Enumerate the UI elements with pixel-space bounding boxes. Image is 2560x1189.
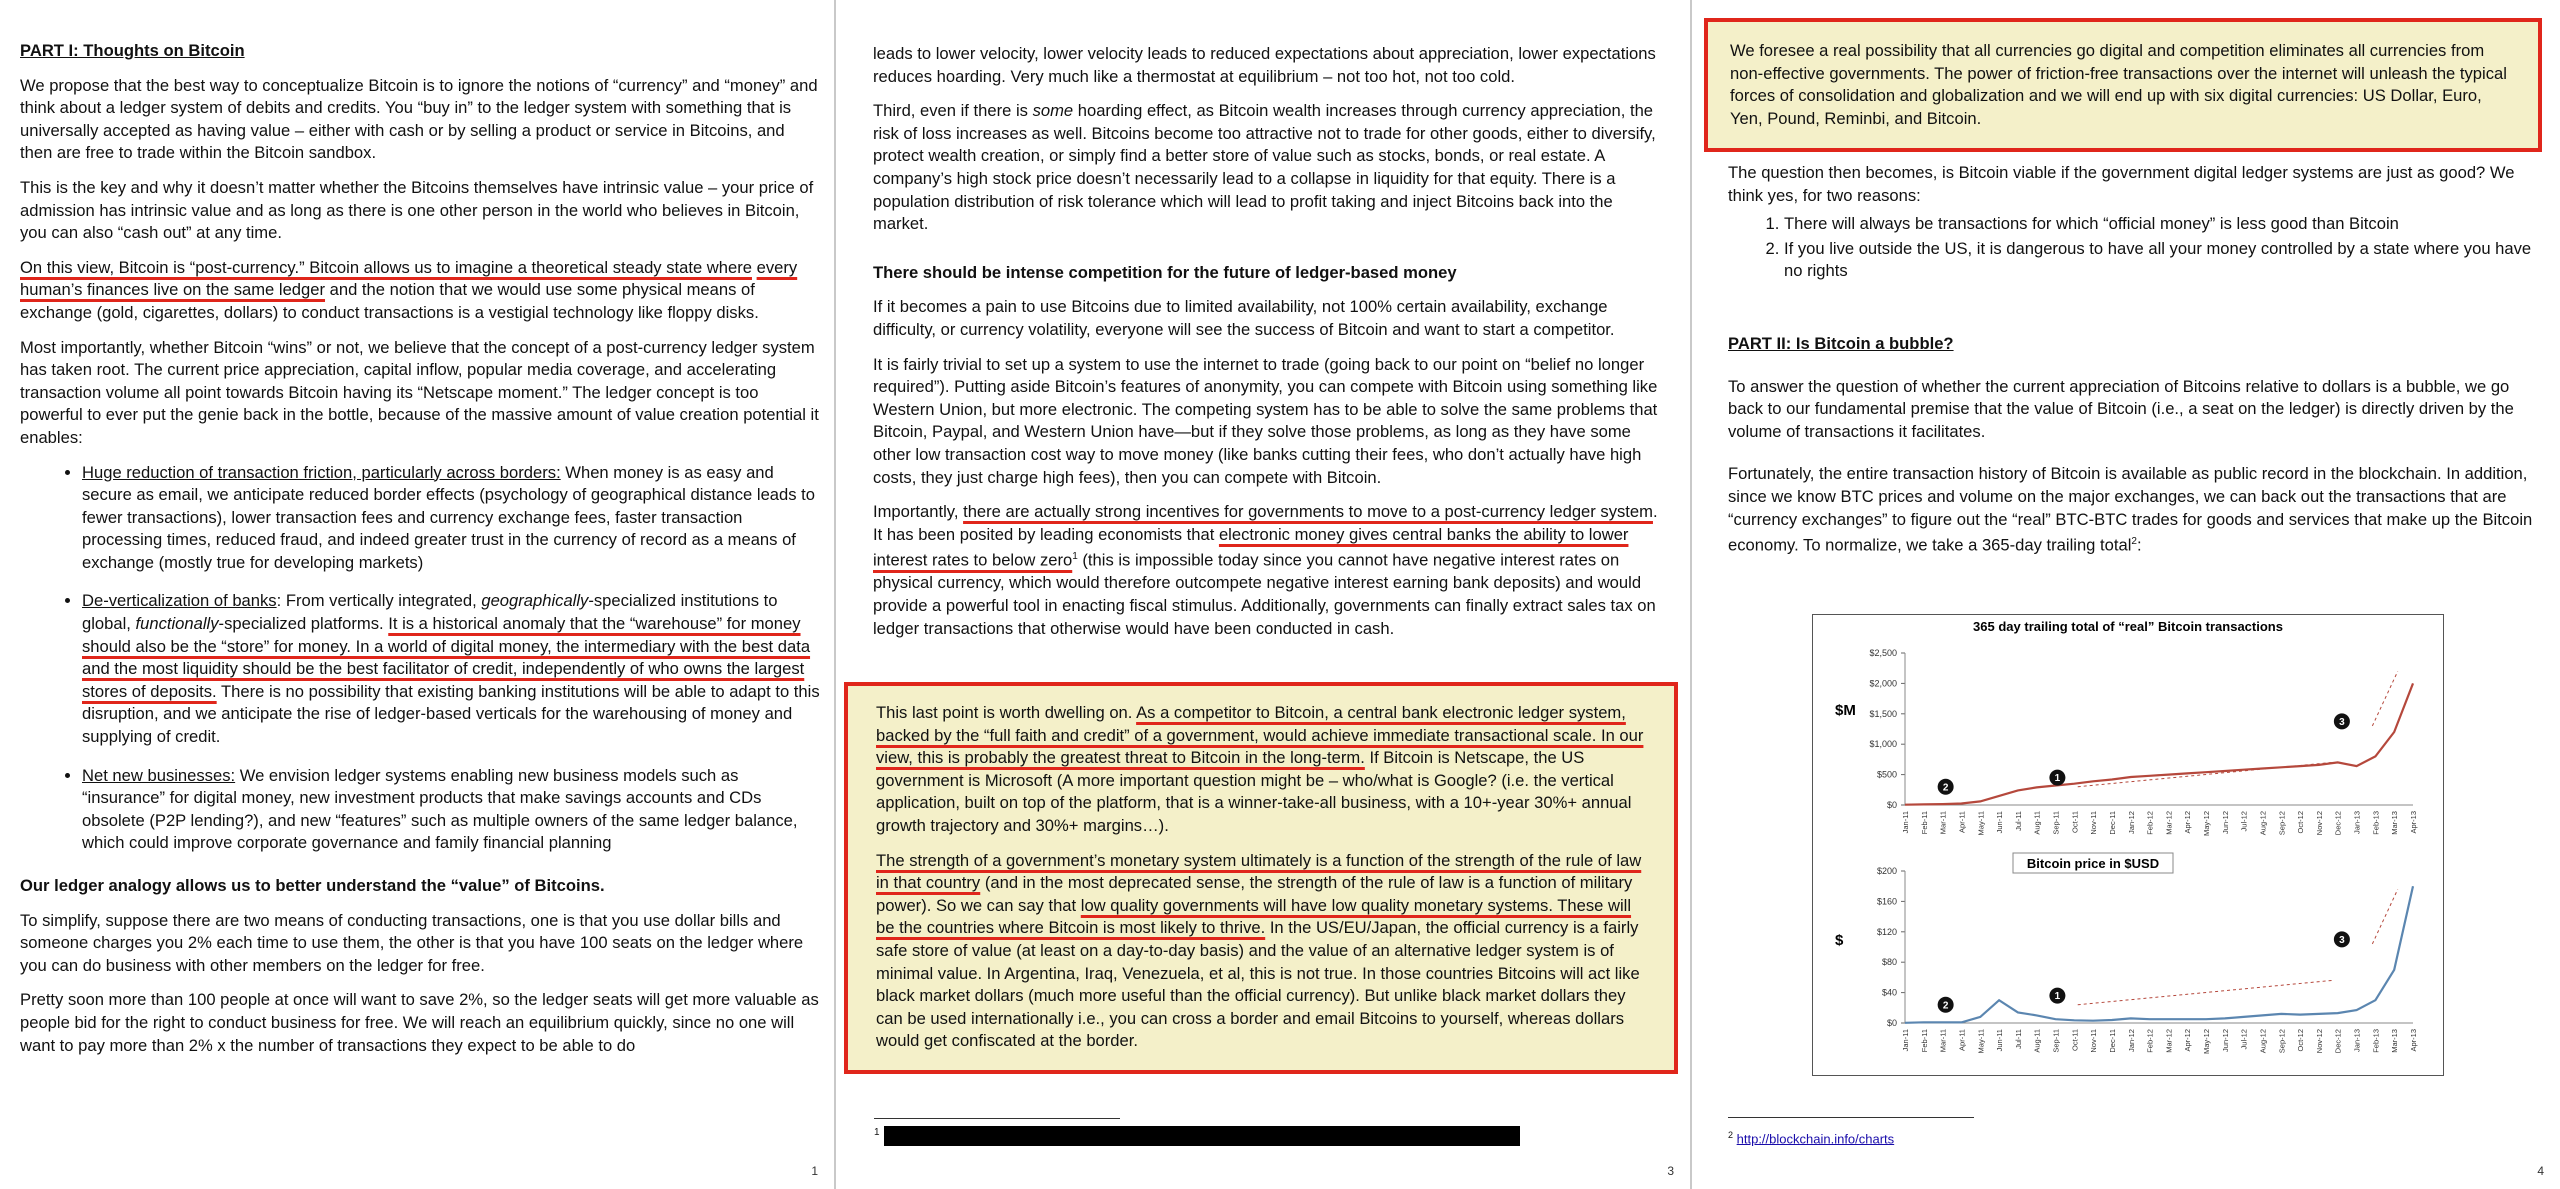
chart-1-xtick-label: Sep-12 [2277,811,2287,836]
page-3-body [1728,162,2538,569]
p1-bullet-list [20,462,820,856]
chart-1-ytick-label: $1,000 [1869,739,1897,750]
p1-bullet-2-title: De-verticalization of banks [82,591,277,611]
chart-2-ytick-label: $80 [1881,957,1897,968]
p1-bullet-2-em-1: geographically [481,591,589,611]
chart-1-xtick-label: Dec-12 [2333,811,2343,836]
p1-para-5: To simplify, suppose there are two means of conducting transactions, one is that you use dollar bills and someone charges you 2% each time to use them, the other is that you have 100 seats on the ledger where you can do business with other members on the ledger for free. [20,910,804,975]
p1-para-4: Most importantly, whether Bitcoin “wins” or not, we believe that the concept of a post-currency ledger system has taken root. The current price appreciation, capital inflow, popular media coverage, and accelerating transaction volume all point towards Bitcoin having its “Netscape moment.” The ledger concept is too powerful to ever put the genie back in the bottle, because of the massive amount of value creation potential it enables: [20,337,819,447]
chart-2-xtick-label: Jan-13 [2352,1029,2362,1052]
p1-bullet-3 [82,765,820,855]
chart-2-ytick-label: $200 [1876,866,1897,876]
p1-para-3-highlight-2: every human’s finances live on the same ledger [20,257,798,300]
p1-bullet-3-text: We envision ledger systems enabling new business models such as “insurance” for digital money, new investment products that make savings accounts and CDs obsolete (P2P lending?), and new “features” such as multiple owners of the same ledger balance, which could improve corporate governance and family financial planning [82,765,798,853]
chart-2-xtick-label: Jun-12 [2220,1029,2230,1052]
chart-2-xtick-label: Aug-11 [2032,1029,2042,1053]
chart-1-xtick-label: Nov-11 [2089,811,2099,835]
chart-2-xtick-label: Feb-12 [2145,1029,2155,1053]
p2-box-para-1-b: If Bitcoin is Netscape, the US government is Microsoft (A more important question might be – who/what is Google? (i.e. the vertical application, built on top of the platform, that is a winner-take-all business, with a 10+-year 30%+ annual growth trajectory and 30%+ margins…). [876,748,1632,835]
p2-box-para-1-highlight: As a competitor to Bitcoin, a central bank electronic ledger system, backed by the “full faith and credit” of a government, would achieve immediate transactional scale. In our view, this is probably the greatest threat to Bitcoin in the long-term. [876,703,1644,768]
chart-1-xtick-label: Jun-11 [1995,811,2005,834]
chart-1-title: 365 day trailing total of “real” Bitcoin transactions [1973,619,2283,634]
p3-highlight-box [1704,18,2542,152]
chart-1-xtick-label: May-12 [2202,811,2212,837]
chart-2-ylabel: $ [1835,932,1844,949]
chart-2-xtick-label: Apr-13 [2409,1029,2418,1052]
chart-2-xtick-label: Apr-11 [1957,1029,1967,1051]
p2-para-5-c: (this is impossible today since you cannot have negative interest rates on physical currency, which would therefore outcompete negative interest earning bank deposits) and would provide a powerful tool in enacting fiscal stimulus. Additionally, governments can finally extract sales tax on ledger transactions that otherwise would have been conducted in cash. [873,550,1656,638]
p2-para-4: It is fairly trivial to set up a system to use the internet to trade (going back to our point on “belief no longer required”). Putting aside Bitcoin’s features of anonymity, you can compete with Bitcoin using something like Western Union, but more electronic. The competing system has to be able to solve the same problems that Bitcoin, Paypal, and Western Union have—but if they solve those problems, as long as they have some other low transaction cost way to move money (like banks cutting their fees, who don’t actually have high costs, they just charge high fees), then you can compete with Bitcoin. [873,354,1658,487]
part2-heading: PART II: Is Bitcoin a bubble? [1728,333,1954,353]
chart-2-xtick-label: Jan-11 [1901,1029,1910,1052]
p1-bullet-2-highlight: It is a historical anomaly that the “warehouse” for money should also be the “store” for money. In a world of digital money, the intermediary with the best data and the most liquidity should be the best facilitator of credit, independently of who owns the largest stores of deposits. [82,614,811,701]
chart-2-ytick-label: $40 [1881,987,1897,998]
chart-1-xtick-label: Sep-11 [2051,811,2061,835]
p1-heading-2: Our ledger analogy allows us to better understand the “value” of Bitcoins. [20,876,605,895]
p1-bullet-2-rest: There is no possibility that existing banking institutions will be able to adapt to this disruption, and we anticipate the rise of ledger-based verticals for the warehousing of money and supplying of credit. [82,681,820,747]
chart-1-xtick-label: Jul-11 [2013,811,2023,831]
chart-2-xtick-label: Nov-12 [2314,1029,2324,1054]
p3-box-text: We foresee a real possibility that all currencies go digital and competition eliminates all currencies from non-effective governments. The power of friction-free transactions over the internet will unleash the typical forces of consolidation and globalization and we will end up with six digital currencies: US Dollar, Euro, Yen, Pound, Reminbi, and Bitcoin. [1730,41,2507,128]
chart-1-ytick-label: $2,500 [1869,648,1897,658]
p2-highlight-box [844,682,1678,1074]
page-2 [836,0,1690,1189]
chart-2-trend-arrow-1 [2078,980,2332,1004]
p2-para-5-a: Importantly, [873,502,964,522]
p2-para-1: leads to lower velocity, lower velocity leads to reduced expectations about appreciation, lower expectations reduces hoarding. Very much like a thermostat at equilibrium – not too hot, not too cold. [873,44,1656,86]
redaction-bar [884,1126,1520,1146]
p2-para-5-b: . It has been posited by leading economists that [873,502,1658,544]
page-2-body [873,43,1663,652]
p1-bullet-1-title: Huge reduction of transaction friction, particularly across borders: [82,462,561,482]
chart-2-trend-arrow-2 [2372,889,2397,944]
footnote-ref-1: 1 [1072,551,1078,563]
p2-para-2-a: Third, even if there is [873,101,1033,121]
chart-1-annotation-label: 2 [1942,782,1949,794]
chart-2-xtick-label: Mar-12 [2164,1029,2174,1053]
footnote-2-marker: 2 [1728,1130,1734,1140]
page-1-body [20,40,820,1069]
chart-1-xtick-label: Oct-11 [2070,811,2080,833]
p1-bullet-3-title: Net new businesses: [82,765,236,785]
chart-1-xtick-label: Jan-13 [2352,811,2362,834]
chart-1-xtick-label: May-11 [1976,811,1986,836]
chart-2-ytick-label: $160 [1876,896,1897,907]
p3-para-2: To answer the question of whether the current appreciation of Bitcoins relative to dollars is a bubble, we go back to our fundamental premise that the value of Bitcoin (i.e., a seat on the ledger) is directly driven by the volume of transactions it facilitates. [1728,376,2514,441]
chart-1-xtick-label: Feb-12 [2145,811,2155,835]
p2-para-2-em: some [1032,101,1074,121]
chart-1-xtick-label: Apr-11 [1957,811,1967,833]
p3-para-3-text: Fortunately, the entire transaction history of Bitcoin is available as public record in the blockchain. In addition, since we know BTC prices and volume on the major exchanges, we can back out the transactions that are “currency exchanges” to figure out the “real” BTC-BTC trades for goods and services that make up the Bitcoin economy. To normalize, we take a 365-day trailing total [1728,464,2533,555]
p1-para-2: This is the key and why it doesn’t matter whether the Bitcoins themselves have intrinsic value – your price of admission has intrinsic value and as long as there is one other person in the world who believes in Bitcoin, you can also “cash out” at any time. [20,177,814,243]
chart-2-xtick-label: Feb-13 [2371,1029,2381,1053]
chart-1-xtick-label: Mar-13 [2390,811,2400,835]
p1-para-3-rest: and the notion that we would use some physical means of exchange (gold, cigarettes, dollars) to conduct transactions is a vestigial technology like floppy disks. [20,280,759,322]
p3-para-3 [1728,463,2538,557]
chart-2-xtick-label: Sep-12 [2277,1029,2287,1054]
chart-1-xtick-label: Aug-12 [2258,811,2268,836]
chart-2-annotation-label: 3 [2339,934,2345,946]
chart-2-xtick-label: Sep-11 [2051,1029,2061,1053]
chart-1-xtick-label: Apr-13 [2409,811,2418,834]
chart-1-trend-arrow-1 [2078,762,2332,786]
chart-1-xtick-label: Jan-11 [1901,811,1910,834]
p2-box-para-2-b: In the US/EU/Japan, the official currency is a fairly safe store of value (at least on a day-to-day basis) and the value of an alternative ledger system is of minimal value. In Argentina, Iraq, Venezuela, et al, this is not true. In those countries Bitcoins will act like black market dollars (much more useful than the official currency). But unlike black market dollars they can be used internationally i.e., you can cross a border and email Bitcoins to yourself, whereas dollars would get confiscated at the border. [876,918,1640,1051]
p1-bullet-2-text-b: -specialized institutions to global, [82,591,778,634]
footnote-ref-2: 2 [2131,536,2137,548]
chart-2-xtick-label: Jun-11 [1995,1029,2005,1052]
chart-2-xtick-label: Nov-11 [2089,1029,2099,1053]
chart-1-series-line [1905,683,2413,804]
page-number-1: 1 [811,1164,818,1179]
p1-bullet-1 [82,462,820,575]
chart-1-trend-arrow-2 [2372,671,2397,726]
chart-1-ytick-label: $0 [1886,800,1897,810]
p3-numbered-list [1728,213,2538,283]
chart-1-xtick-label: Feb-13 [2371,811,2381,835]
p3-list-item-1: 1. There will always be transactions for which “official money” is less good than Bitcoin [1784,213,2538,236]
p2-box-para-1 [876,702,1652,838]
chart-1-ytick-label: $500 [1876,769,1897,780]
page-3 [1692,0,2560,1189]
part1-heading: PART I: Thoughts on Bitcoin [20,41,245,60]
chart-1-xtick-label: Dec-11 [2107,811,2117,835]
chart-1-xtick-label: Mar-12 [2164,811,2174,835]
footnote-rule-p3 [1728,1117,1974,1118]
p1-bullet-2-em-2: functionally [135,614,219,634]
p2-heading: There should be intense competition for the future of ledger-based money [873,262,1457,282]
chart-2-xtick-label: Jan-12 [2126,1029,2136,1052]
p1-para-3 [20,257,820,325]
p2-para-5-highlight-2: electronic money gives central banks the ability to lower interest rates to below zero [873,524,1629,570]
p1-para-6: Pretty soon more than 100 people at once will want to save 2%, so the ledger seats will get more valuable as people bid for the right to conduct business for free. We will reach an equilibrium quickly, since no one will want to pay more than 2% x the number of transactions they expect to be able to do [20,990,819,1055]
p1-para-3-highlight-1: On this view, Bitcoin is “post-currency.” Bitcoin allows us to imagine a theoretical steady state where [20,257,752,277]
chart-2-xtick-label: May-11 [1976,1029,1986,1054]
p1-bullet-1-text: When money is as easy and secure as email, we anticipate reduced border effects (psychology of geographical distance leads to fewer transactions), lower transaction fees and currency exchange fees, faster transaction processing times, reduced fraud, and indeed greater trust in the currency of record as a means of exchange (mostly true for developing markets) [82,462,816,572]
chart-2-xtick-label: Mar-11 [1938,1029,1948,1053]
page-number-4: 4 [2537,1164,2544,1179]
footnote-2 [1728,1124,1894,1151]
chart-1-ytick-label: $2,000 [1869,678,1897,689]
chart-2-xtick-label: Apr-12 [2183,1029,2193,1052]
p3-list-item-2: 2. If you live outside the US, it is dangerous to have all your money controlled by a state where you have no rights [1784,238,2538,283]
chart-2-xtick-label: Mar-13 [2390,1029,2400,1053]
footnote-rule-p2 [874,1118,1120,1119]
p2-box-para-2-a: (and in the most deprecated sense, the strength of the rule of law is a function of military power). So we can say that [876,873,1633,915]
chart-2-ytick-label: $0 [1886,1018,1897,1028]
blockchain-charts-link[interactable]: http://blockchain.info/charts [1736,1131,1895,1147]
chart-2-xtick-label: May-12 [2202,1029,2212,1055]
chart-1-xtick-label: Oct-12 [2296,811,2306,834]
chart-2-xtick-label: Jul-11 [2013,1029,2023,1049]
chart-1-xtick-label: Feb-11 [1919,811,1929,835]
chart-1-xtick-label: Aug-11 [2032,811,2042,835]
chart-1-xtick-label: Jun-12 [2220,811,2230,834]
page-1 [0,0,834,1189]
chart-2-xtick-label: Aug-12 [2258,1029,2268,1054]
chart-2-annotation-label: 1 [2054,991,2061,1003]
p3-para-3-end: : [2136,535,2142,555]
chart-1-ylabel: $M [1835,702,1856,719]
p3-para-1: The question then becomes, is Bitcoin viable if the government digital ledger systems are just as good? We think yes, for two reasons: [1728,163,2515,205]
p2-box-para-1-a: This last point is worth dwelling on. [876,703,1137,722]
chart-2-title: Bitcoin price in $USD [2026,856,2160,871]
chart-1-xtick-label: Apr-12 [2183,811,2193,834]
p2-box-para-2-highlight-1: The strength of a government’s monetary system ultimately is a function of the strength of the rule of law in that country [876,850,1642,893]
p2-box-para-2 [876,850,1652,1053]
chart-1-annotation-label: 1 [2054,773,2061,785]
chart-2-xtick-label: Dec-11 [2107,1029,2117,1053]
p1-bullet-2-text-c: -specialized platforms. [218,614,389,634]
chart-2-xtick-label: Oct-12 [2296,1029,2306,1052]
chart-1-xtick-label: Jan-12 [2126,811,2136,834]
chart-1-xtick-label: Nov-12 [2314,811,2324,836]
chart-2-annotation-label: 2 [1942,1000,1949,1012]
p2-para-3: If it becomes a pain to use Bitcoins due to limited availability, not 100% certain availability, exchange difficulty, or currency volatility, everyone will see the success of Bitcoin and want to start a competitor. [873,297,1615,339]
chart-2-series-line [1905,886,2413,1023]
p2-para-2 [873,100,1663,236]
p1-bullet-2 [82,590,820,748]
chart-2-xtick-label: Dec-12 [2333,1029,2343,1054]
p2-para-5 [873,501,1663,640]
chart-2-xtick-label: Oct-11 [2070,1029,2080,1051]
page-number-3: 3 [1667,1164,1674,1179]
chart-1-xtick-label: Jul-12 [2239,811,2249,832]
footnote-1-marker: 1 [874,1127,880,1138]
p1-bullet-2-text-a: : From vertically integrated, [276,591,482,611]
chart-2-xtick-label: Feb-11 [1919,1029,1929,1053]
p2-para-5-highlight-1: there are actually strong incentives for governments to move to a post-currency ledger system [963,502,1653,522]
chart-2-xtick-label: Jul-12 [2239,1029,2249,1050]
chart-2-ytick-label: $120 [1876,926,1897,937]
p2-box-para-2-highlight-2: low quality governments will have low quality monetary systems. These will be the countries where Bitcoin is most likely to thrive. [876,895,1632,938]
bitcoin-charts-svg [1813,615,2443,1075]
chart-1-ytick-label: $1,500 [1869,708,1897,719]
chart-1-annotation-label: 3 [2339,716,2345,728]
p1-para-1: We propose that the best way to conceptualize Bitcoin is to ignore the notions of “currency” and “money” and think about a ledger system of debits and credits. You “buy in” to the ledger system with something that is universally accepted as having value – either with cash or by selling a product or service in Bitcoins, and then are free to trade within the Bitcoin sandbox. [20,75,818,163]
chart-1-xtick-label: Mar-11 [1938,811,1948,835]
p2-para-2-b: hoarding effect, as Bitcoin wealth increases through currency appreciation, the risk of loss increases as well. Bitcoins become too attractive not to trade for other goods, either to diversify, protect wealth creation, or simply find a better store of value such as stocks, bonds, or real estate. A company’s high stock price doesn’t necessarily lead to a collapse in liquidity for that equity. There is a population distribution of risk tolerance which will lead to profit taking and inject Bitcoins back into the market. [873,101,1656,234]
bitcoin-charts-figure [1812,614,2444,1076]
